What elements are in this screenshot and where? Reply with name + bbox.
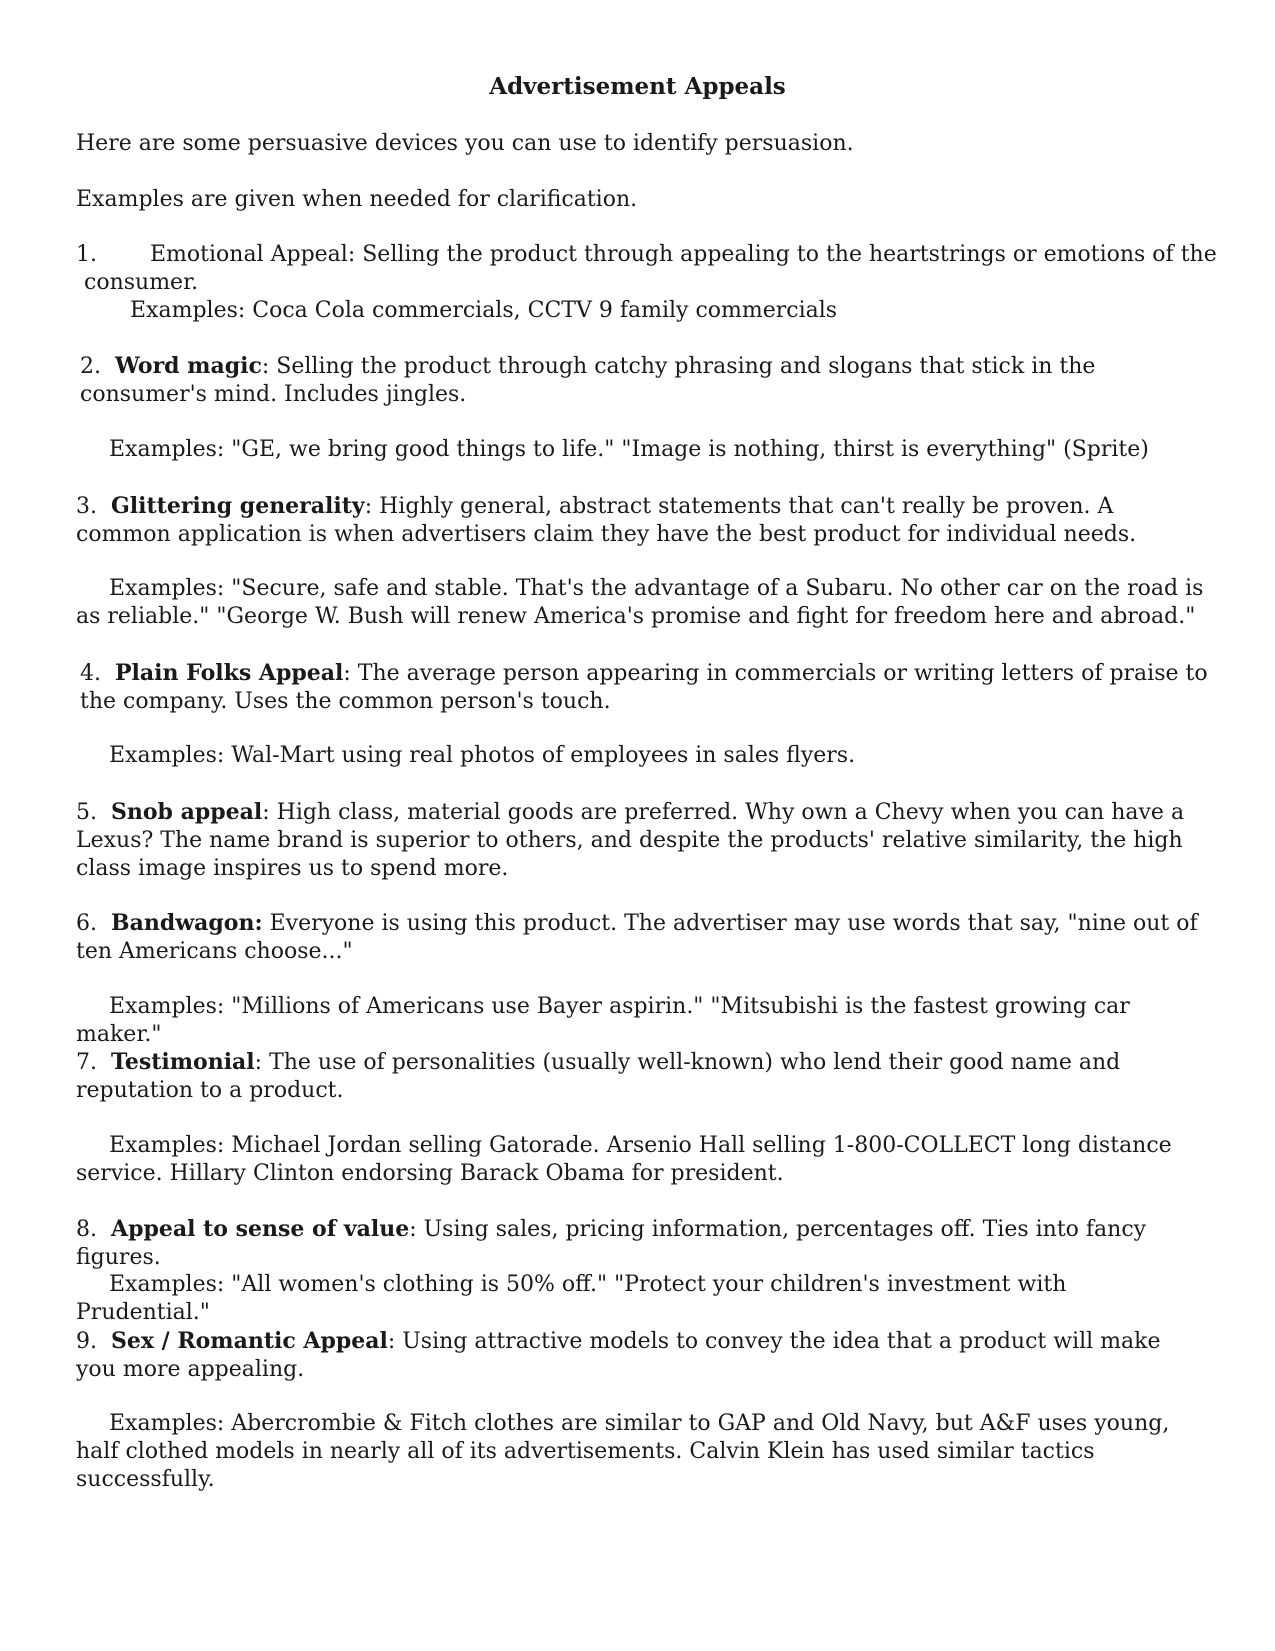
item-4-number: 4.	[80, 661, 101, 686]
item-7-term: Testimonial	[111, 1049, 255, 1075]
item-3-term: Glittering generality	[111, 493, 365, 519]
item-7-examples: Examples: Michael Jordan selling Gatorade. Arsenio Hall selling 1-800-COLLECT long distance service. Hillary Clinton endorsing Barack Obama for president.	[76, 1133, 1172, 1186]
item-8-text: : Using sales, pricing information, percentages off. Ties into fancy figures.	[76, 1217, 1147, 1270]
item-6-examples: Examples: "Millions of Americans use Bayer aspirin." "Mitsubishi is the fastest growing car maker."	[76, 994, 1130, 1047]
item-9-examples: Examples: Abercrombie & Fitch clothes are similar to GAP and Old Navy, but A&F uses young, half clothed models in nearly all of its advertisements. Calvin Klein has used similar tactics successfully.	[76, 1411, 1170, 1492]
intro-line-2: Examples are given when needed for clarification.	[76, 187, 638, 212]
item-4-text: : The average person appearing in commercials or writing letters of praise to the company. Uses the common person's touch.	[80, 661, 1208, 714]
item-3-definition	[76, 492, 1206, 549]
item-9-definition	[76, 1327, 1206, 1384]
item-6-number: 6.	[76, 911, 97, 936]
item-9-number: 9.	[76, 1329, 97, 1354]
item-7-text: : The use of personalities (usually well-known) who lend their good name and reputation to a product.	[76, 1050, 1121, 1103]
item-4-term: Plain Folks Appeal	[115, 660, 344, 686]
item-1-line-1	[76, 241, 1217, 269]
item-2-text: : Selling the product through catchy phrasing and slogans that stick in the consumer's mind. Includes jingles.	[80, 354, 1096, 407]
item-6-text: Everyone is using this product. The advertiser may use words that say, "nine out of ten Americans choose..."	[76, 911, 1198, 964]
item-5-number: 5.	[76, 800, 97, 825]
item-8-term: Appeal to sense of value	[111, 1216, 410, 1242]
item-1-examples: Examples: Coca Cola commercials, CCTV 9 family commercials	[130, 298, 838, 323]
item-3-number: 3.	[76, 494, 97, 519]
item-8-definition	[76, 1215, 1206, 1272]
item-9-text: : Using attractive models to convey the idea that a product will make you more appealing.	[76, 1329, 1161, 1382]
item-7-number: 7.	[76, 1050, 97, 1075]
item-1-text: Emotional Appeal: Selling the product through appealing to the heartstrings or emotions of the	[150, 242, 1217, 267]
item-1-number: 1.	[76, 242, 97, 267]
page-title: Advertisement Appeals	[489, 73, 786, 100]
item-4-definition	[80, 659, 1210, 716]
item-3-examples: Examples: "Secure, safe and stable. That's the advantage of a Subaru. No other car on the road is as reliable." "George W. Bush will renew America's promise and fight for freedom here and abroad."	[76, 576, 1204, 629]
item-4-examples: Examples: Wal-Mart using real photos of employees in sales flyers.	[109, 743, 856, 768]
item-7-definition	[76, 1048, 1206, 1105]
item-2-definition	[80, 352, 1210, 409]
item-2-number: 2.	[80, 354, 101, 379]
item-9-term: Sex / Romantic Appeal	[111, 1328, 388, 1354]
item-5-definition	[76, 798, 1206, 883]
intro-line-1: Here are some persuasive devices you can use to identify persuasion.	[76, 131, 854, 156]
item-8-examples: Examples: "All women's clothing is 50% off." "Protect your children's investment with Prudential."	[76, 1272, 1067, 1325]
item-2-examples: Examples: "GE, we bring good things to life." "Image is nothing, thirst is everything" (Sprite)	[109, 437, 1149, 462]
item-6-definition	[76, 909, 1206, 966]
item-1-line-2: consumer.	[84, 270, 199, 295]
item-5-text: : High class, material goods are preferred. Why own a Chevy when you can have a Lexus? The name brand is superior to others, and despite the products' relative similarity, the high class image inspires us to spend more.	[76, 800, 1185, 881]
item-3-text: : Highly general, abstract statements that can't really be proven. A common application is when advertisers claim they have the best product for individual needs.	[76, 494, 1137, 547]
item-6-term: Bandwagon:	[111, 910, 263, 936]
item-2-term: Word magic	[115, 353, 262, 379]
item-8-number: 8.	[76, 1217, 97, 1242]
item-5-term: Snob appeal	[111, 799, 263, 825]
